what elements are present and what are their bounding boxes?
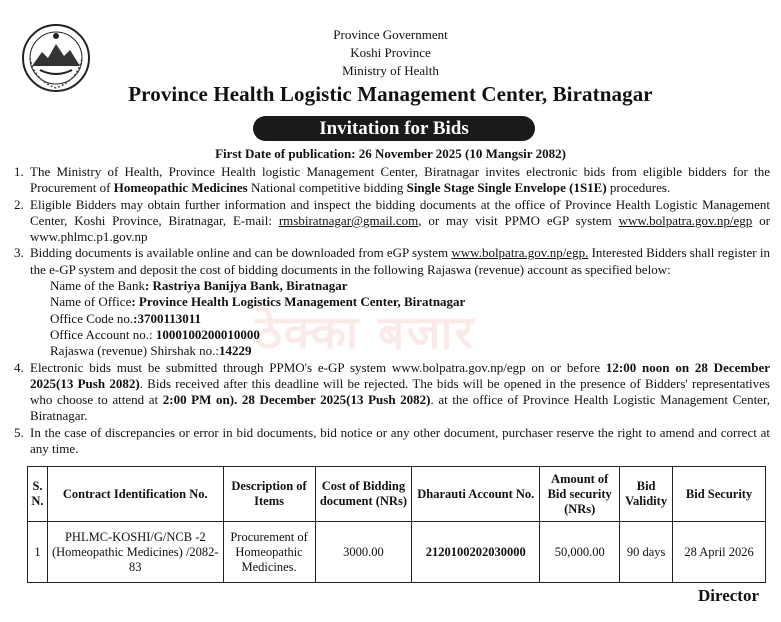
notice-body — [14, 164, 770, 457]
p4-text-3: . at the office of Province Health Logistic Management Center, Biratnagar. — [30, 392, 771, 424]
p1-procedure: Single Stage Single Envelope (1S1E) — [406, 180, 607, 196]
office-account-row — [50, 327, 770, 343]
bank-details — [30, 278, 770, 359]
code-label: Office Code no. — [50, 310, 134, 326]
col-bid-validity: Bid Validity — [620, 467, 673, 522]
p4-opening: 2:00 PM on). 28 December 2025(13 Push 2082) — [162, 392, 431, 408]
col-sn: S. N. — [28, 467, 48, 522]
p4-text: Electronic bids must be submitted through PPMO's e-GP system www.bolpatra.gov.np/egp on or before — [30, 359, 606, 375]
p4-text-2: . Bids received after this deadline will be rejected. The bids will be opened in the presence of Bidders' representatives who choose to attend at — [30, 375, 770, 408]
office-name-row — [50, 294, 770, 310]
bank-value: : Rastriya Banijya Bank, Biratnagar — [144, 278, 348, 294]
p3-text: Bidding documents is available online and can be downloaded from eGP system — [30, 245, 452, 261]
egp-download-link[interactable]: www.bolpatra.gov.np/egp. — [451, 245, 589, 261]
paragraph-number: 5. — [14, 424, 24, 440]
col-description: Description of Items — [223, 467, 315, 522]
cell-contract-id: PHLMC-KOSHI/G/NCB -2 (Homeopathic Medicines) /2082-83 — [47, 522, 223, 583]
col-bid-security: Bid Security — [673, 467, 766, 522]
page-title: Province Health Logistic Management Center, Biratnagar — [128, 82, 653, 106]
egp-link[interactable]: www.bolpatra.gov.np/egp — [618, 212, 753, 228]
cell-bid-security-amount: 50,000.00 — [540, 522, 620, 583]
signature-director: Director — [697, 586, 759, 605]
province-government-line: Province Government — [333, 27, 448, 42]
office-value: : Province Health Logistics Management Center, Biratnagar — [131, 294, 466, 310]
cell-description: Procurement of Homeopathic Medicines. — [223, 522, 315, 583]
p1-text-3: procedures. — [606, 180, 671, 196]
cell-bid-validity: 90 days — [620, 522, 673, 583]
account-value: 1000100200010000 — [155, 326, 260, 342]
code-value: :3700113011 — [133, 310, 202, 326]
col-contract-id: Contract Identification No. — [47, 467, 223, 522]
paragraph-4 — [14, 360, 770, 425]
office-code-row — [50, 311, 770, 327]
p3-text-2: Interested Bidders shall register in the e-GP system and deposit the cost of bidding documents in the following Rajaswa (revenue) account as specified below: — [30, 245, 770, 277]
cell-bid-security: 28 April 2026 — [673, 522, 766, 583]
p2-text-2: , or may visit PPMO eGP system — [418, 212, 619, 228]
cell-dharauti: 2120100202030000 — [412, 522, 540, 583]
table-row — [28, 522, 766, 583]
invitation-banner: Invitation for Bids — [253, 116, 535, 141]
p5-text: In the case of discrepancies or error in bid documents, bid notice or any other document, purchaser reserve the right to amend and correct at any time. — [30, 424, 770, 457]
paragraph-1 — [14, 164, 770, 197]
paragraph-5 — [14, 425, 770, 458]
koshi-province-line: Koshi Province — [350, 45, 431, 60]
shirshak-label: Rajaswa (revenue) Shirshak no.: — [50, 343, 219, 359]
cell-cost: 3000.00 — [315, 522, 412, 583]
paragraph-number: 3. — [14, 245, 24, 261]
col-bid-security-amount: Amount of Bid security (NRs) — [540, 467, 620, 522]
shirshak-value: 14229 — [218, 343, 252, 359]
p4-deadline: 12:00 noon on 28 December 2025(13 Push 2082) — [30, 359, 770, 391]
table-header-row — [28, 467, 766, 522]
paragraph-number: 1. — [14, 164, 24, 179]
ministry-line: Ministry of Health — [342, 63, 439, 78]
p1-text-2: National competitive bidding — [247, 180, 407, 196]
p1-text: The Ministry of Health, Province Health logistic Management Center, Biratnagar invites electronic bids from eligible bidders for the Procurement of — [30, 164, 770, 196]
paragraph-3 — [14, 245, 770, 359]
office-label: Name of Office — [50, 294, 132, 310]
paragraph-2 — [14, 197, 770, 246]
paragraph-number: 2. — [14, 196, 24, 212]
p2-text-3: or www.phlmc.p1.gov.np — [30, 212, 770, 245]
paragraph-number: 4. — [14, 359, 24, 375]
p1-item: Homeopathic Medicines — [113, 180, 248, 196]
bid-table — [27, 466, 766, 583]
bank-name-row — [50, 278, 770, 294]
watermark-text: ठेक्का बजार — [255, 305, 476, 359]
account-label: Office Account no.: — [50, 326, 156, 342]
col-cost: Cost of Bidding document (NRs) — [315, 467, 412, 522]
email-link[interactable]: rmsbiratnagar@gmail.com — [278, 212, 419, 228]
cell-sn: 1 — [28, 522, 48, 583]
p2-text: Eligible Bidders may obtain further information and inspect the bidding documents at the office of Province Health Logistic Management Center, Koshi Province, Biratnagar, E-mail: — [30, 196, 770, 228]
col-dharauti: Dharauti Account No. — [412, 467, 540, 522]
shirshak-row — [50, 343, 770, 359]
bank-label: Name of the Bank — [50, 278, 145, 294]
publication-date: First Date of publication: 26 November 2025 (10 Mangsir 2082) — [215, 146, 566, 161]
